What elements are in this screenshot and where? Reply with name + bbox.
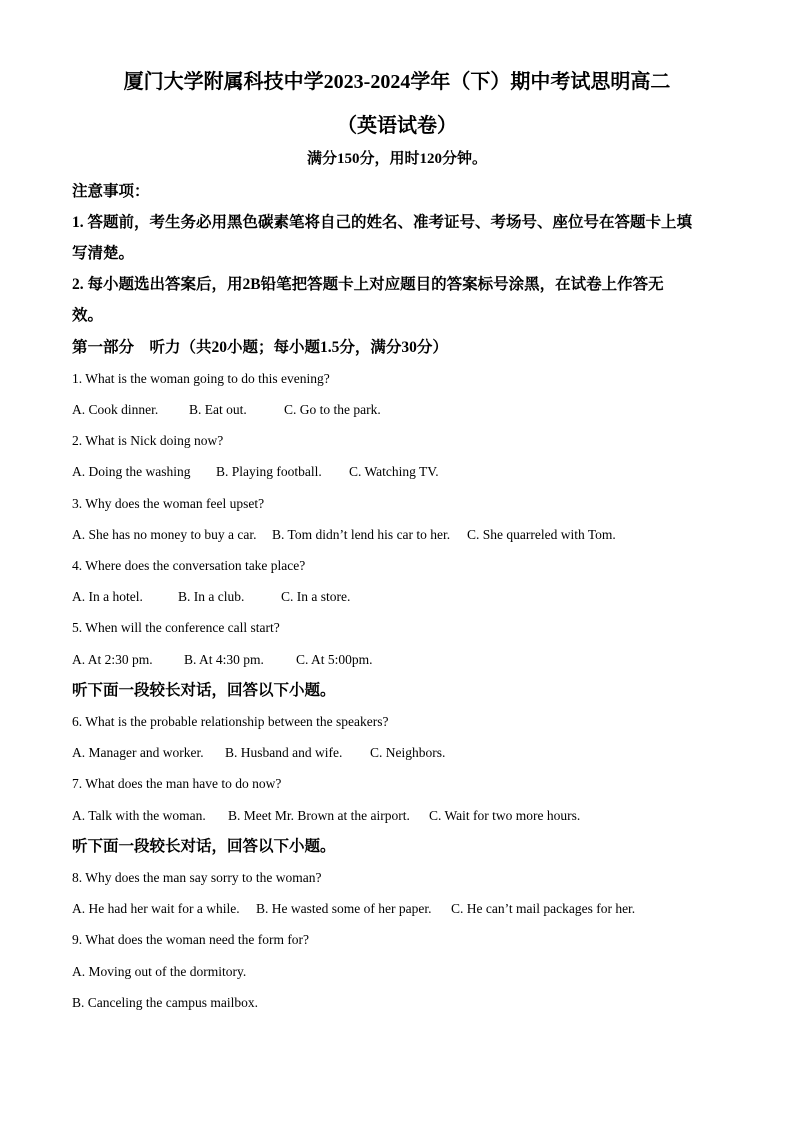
notice-item-1-line-2: 写清楚。 <box>72 245 135 262</box>
listening-instruction: 听下面一段较长对话，回答以下小题。 <box>72 838 336 855</box>
question-options <box>72 806 580 826</box>
option-c: C. Neighbors. <box>370 745 446 760</box>
option-b: B. Meet Mr. Brown at the airport. <box>228 808 410 823</box>
option-a: A. In a hotel. <box>72 589 143 604</box>
option-b: B. Eat out. <box>189 402 247 417</box>
question-stem: 7. What does the man have to do now? <box>72 776 282 791</box>
option-c: C. Wait for two more hours. <box>429 808 581 823</box>
option-a: A. Talk with the woman. <box>72 808 206 823</box>
question-options <box>72 525 616 545</box>
option-a: A. Doing the washing <box>72 464 191 479</box>
question-stem: 5. When will the conference call start? <box>72 620 280 635</box>
option-a: A. Manager and worker. <box>72 745 204 760</box>
option-c: C. He can’t mail packages for her. <box>451 901 636 916</box>
option-b: B. Husband and wife. <box>225 745 343 760</box>
question-stem: 4. Where does the conversation take place? <box>72 558 306 573</box>
score-time-note: 满分150分，用时120分钟。 <box>306 151 487 167</box>
question-options <box>72 400 381 420</box>
option-b: B. Tom didn’t lend his car to her. <box>272 527 451 542</box>
question-options <box>72 587 350 607</box>
section-1-heading: 第一部分 听力（共20小题；每小题1.5分，满分30分） <box>72 339 448 356</box>
notice-item-2-line-2: 效。 <box>72 307 104 324</box>
exam-title: 厦门大学附属科技中学2023-2024学年（下）期中考试思明高二 <box>123 71 671 93</box>
question-options <box>72 462 439 482</box>
question-stem: 3. Why does the woman feel upset? <box>72 496 265 511</box>
option-c: C. In a store. <box>281 589 351 604</box>
option-b: B. He wasted some of her paper. <box>256 901 432 916</box>
option-a: A. Cook dinner. <box>72 402 159 417</box>
listening-instruction: 听下面一段较长对话，回答以下小题。 <box>72 682 336 699</box>
question-stem: 6. What is the probable relationship between the speakers? <box>72 714 389 729</box>
question-options <box>72 899 635 919</box>
notice-item-2-line-1: 2. 每小题选出答案后，用2B铅笔把答题卡上对应题目的答案标号涂黑，在试卷上作答无 <box>72 276 664 293</box>
option-b: B. Canceling the campus mailbox. <box>72 995 258 1010</box>
question-stem: 2. What is Nick doing now? <box>72 433 224 448</box>
exam-subtitle: （英语试卷） <box>337 115 457 137</box>
notice-item-1-line-1: 1. 答题前，考生务必用黑色碳素笔将自己的姓名、准考证号、考场号、座位号在答题卡上填 <box>72 214 693 231</box>
question-stem: 9. What does the woman need the form for? <box>72 932 310 947</box>
option-c: C. At 5:00pm. <box>296 652 373 667</box>
option-c: C. She quarreled with Tom. <box>467 527 616 542</box>
option-b: B. Playing football. <box>216 464 322 479</box>
notice-heading: 注意事项： <box>72 183 150 200</box>
option-b: B. At 4:30 pm. <box>184 652 264 667</box>
option-a: A. She has no money to buy a car. <box>72 527 257 542</box>
question-stem: 1. What is the woman going to do this evening? <box>72 371 330 386</box>
question-options <box>72 650 373 670</box>
option-b: B. In a club. <box>178 589 245 604</box>
option-c: C. Watching TV. <box>349 464 439 479</box>
question-options <box>72 743 445 763</box>
question-stem: 8. Why does the man say sorry to the woman? <box>72 870 322 885</box>
option-a: A. At 2:30 pm. <box>72 652 153 667</box>
option-a: A. Moving out of the dormitory. <box>72 964 247 979</box>
option-a: A. He had her wait for a while. <box>72 901 240 916</box>
option-c: C. Go to the park. <box>284 402 381 417</box>
